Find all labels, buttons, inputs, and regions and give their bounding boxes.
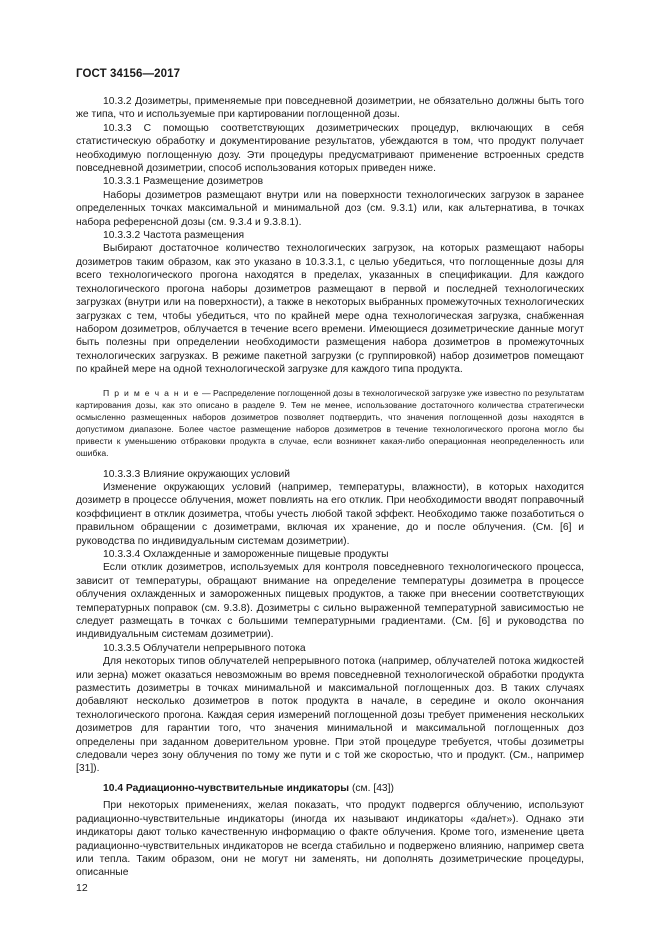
subheading-10-3-3-3: 10.3.3.3 Влияние окружающих условий [103,468,290,480]
note-text: — Распределение поглощенной дозы в технологической загрузке уже известно по результатам картирования дозы, как это описано в разделе 9. Тем не менее, использование достаточного количества стратегически осмысленно размещенных наборов дозиметров позволяет подтвердить, что значения поглощенной дозы находятся в допустимом диапазоне. Более частое размещение наборов дозиметров в течение технологического прогона могло бы привести к уменьшению отбраковки продукта в случае, если возникнет какая-либо операционная неопределенность или ошибка. [76,387,585,458]
paragraph-frequency: Выбирают достаточное количество технологических загрузок, на которых размещают наборы дозиметров таким образом, как это указано в 10.3.3.1, с целью убедиться, что поглощенные дозы для всего технологического прогона находятся в пределах, указанных в спецификации. Для каждого технологического прогона наборы дозиметров размещают в первой и последней технологических загрузках (внутри или на поверхности), а также в некоторых выбранных промежуточных технологических загрузках с тем, чтобы убедиться, что по крайней мере одна технологическая загрузка, снабженная набором дозиметров, облучается в течение всего времени. Имеющиеся дозиметрические данные могут быть полезны при определении необходимости размещения набора дозиметров в промежуточных технологических загрузках. В режиме пакетной загрузки (с группировкой) набор дозиметров помещают по крайней мере на одной технологической загрузке для каждого типа продукта. [76,243,584,376]
paragraph-continuous-flow: Для некоторых типов облучателей непрерывного потока (например, облучателей потока жидкостей или зерна) может оказаться невозможным во время повседневной технологической обработки продукта разместить дозиметры в точках минимальной и максимальной поглощенных доз. В таких случаях добавляют несколько дозиметров в поток продукта в начале, в середине и около окончания технологического прогона. Каждая серия измерений поглощенной дозы требует применения нескольких дозиметров для гарантии того, что значения минимальной и максимальной поглощенных доз определены при заданном доверительном уровне. При этой процедуре требуется, чтобы дозиметры следовали через зону облучения по тому же пути и с той же скоростью, что и продукт. (См., например [31]). [76,656,584,775]
note-label: П р и м е ч а н и е [103,387,200,398]
paragraph-environment: Изменение окружающих условий (например, температуры, влажности), в которых находится дозиметр в процессе облучения, может повлиять на его отклик. При необходимости вводят поправочный коэффициент в отклик дозиметра, чтобы учесть любой такой эффект. Необходимо также позаботиться о правильном обращении с дозиметрами, включая их хранение, до и после облучения. (См. [6] и руководства по индивидуальным системам дозиметрии). [76,481,584,547]
subheading-10-3-3-4: 10.3.3.4 Охлажденные и замороженные пищевые продукты [103,548,389,560]
paragraph-chilled-frozen: Если отклик дозиметров, используемых для контроля повседневного технологического процесса, зависит от температуры, обращают внимание на определение температуры дозиметра в процессе облучения охлажденных и замороженных пищевых продуктов, а также при внесении соответствующих температурных поправок (см. 9.3.8). Дозиметры с сильно выраженной температурной зависимостью не следует размещать в точках с большими температурными градиентами. (См. [6] и руководства по индивидуальным системам дозиметрии). [76,562,584,641]
section-title: 10.4 Радиационно-чувствительные индикаторы [103,782,350,794]
subheading-10-3-3-2: 10.3.3.2 Частота размещения [103,230,245,242]
paragraph-10-3-2: 10.3.2 Дозиметры, применяемые при повседневной дозиметрии, не обязательно должны быть того же типа, что и используемые при картировании поглощенной дозы. [76,96,584,121]
document-body [76,95,584,880]
section-heading-10-4 [76,782,584,795]
page-number: 12 [76,882,88,894]
paragraph-10-3-3: 10.3.3 С помощью соответствующих дозиметрических процедур, включающих в себя статистическую обработку и документирование результатов, убеждаются в том, что продукт получает необходимую поглощенную дозу. Эти процедуры предусматривают применение встроенных средств повседневной дозиметрии, способ использования которых приведен ниже. [76,122,584,175]
subheading-10-3-3-1: 10.3.3.1 Размещение дозиметров [103,176,264,188]
paragraph-indicators: При некоторых применениях, желая показать, что продукт подвергся облучению, используют радиационно-чувствительные индикаторы (иногда их называют индикаторы «да/нет»). Однако эти индикаторы дают только качественную информацию о факте облучения. Кроме того, изменение цвета радиационно-чувствительных индикаторов не всегда стабильно и подвержено влиянию, например света или тепла. Таким образом, они не могут ни заменять, ни дополнять дозиметрические процедуры, описанные [76,800,584,879]
section-ref: (см. [43]) [349,782,394,794]
document-header: ГОСТ 34156—2017 [76,68,181,80]
paragraph-placement: Наборы дозиметров размещают внутри или на поверхности технологических загрузок в заранее определенных точках максимальной и минимальной доз (см. 9.3.1) или, как альтернатива, в точках набора референсной дозы (см. 9.3.4 и 9.3.8.1). [76,189,584,228]
subheading-10-3-3-5: 10.3.3.5 Облучатели непрерывного потока [103,642,306,654]
note-block [76,387,584,459]
